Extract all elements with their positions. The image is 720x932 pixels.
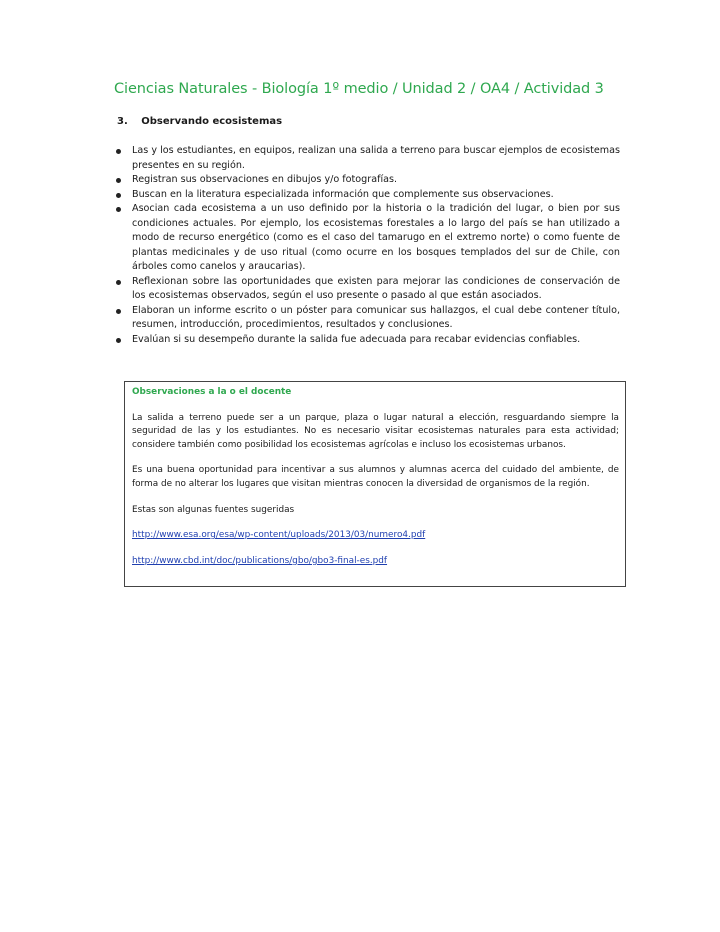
section-title: Observando ecosistemas xyxy=(141,116,283,127)
section-number: 3. xyxy=(117,116,128,127)
source-link-esa[interactable]: http://www.esa.org/esa/wp-content/uploads/2013/03/numero4.pdf xyxy=(132,530,426,541)
list-item: Las y los estudiantes, en equipos, realizan una salida a terreno para buscar ejemplos de ecosistemas presentes en su región. xyxy=(114,144,620,173)
bullet-icon xyxy=(116,207,121,212)
list-item: Registran sus observaciones en dibujos y/o fotografías. xyxy=(114,173,620,188)
list-item: Reflexionan sobre las oportunidades que existen para mejorar las condiciones de conservación de los ecosistemas observados, según el uso presente o pasado al que están asociados. xyxy=(114,275,620,304)
section-heading xyxy=(117,116,282,127)
sources-intro: Estas son algunas fuentes sugeridas xyxy=(132,504,295,515)
bullet-icon xyxy=(116,309,121,314)
bullet-icon xyxy=(116,178,121,183)
bullet-icon xyxy=(116,280,121,285)
bullet-icon xyxy=(116,193,121,198)
page-title: Ciencias Naturales - Biología 1º medio / Unidad 2 / OA4 / Actividad 3 xyxy=(114,81,604,97)
teacher-observations-box xyxy=(124,381,626,587)
list-item: Evalúan si su desempeño durante la salida fue adecuada para recabar evidencias confiables. xyxy=(114,333,620,348)
observations-paragraph: La salida a terreno puede ser a un parque, plaza o lugar natural a elección, resguardando siempre la seguridad de las y los estudiantes. No es necesario visitar ecosistemas naturales para esta actividad; considere también como posibilidad los ecosistemas agrícolas e incluso los ecosistemas urbanos. xyxy=(132,412,619,450)
observations-paragraph: Es una buena oportunidad para incentivar a sus alumnos y alumnas acerca del cuidado del ambiente, de forma de no alterar los lugares que visitan mientras conocen la diversidad de organismos de la región. xyxy=(132,465,619,489)
list-item: Asocian cada ecosistema a un uso definido por la historia o la tradición del lugar, o bien por sus condiciones actuales. Por ejemplo, los ecosistemas forestales a lo largo del país se han utilizado a modo de recurso energético (como es el caso del tamarugo en el extremo norte) o como fuente de plantas medicinales y de uso ritual (como ocurre en los bosques templados del sur de Chile, con árboles como canelos y araucarias). xyxy=(114,202,620,275)
list-item: Elaboran un informe escrito o un póster para comunicar sus hallazgos, el cual debe contener título, resumen, introducción, procedimientos, resultados y conclusiones. xyxy=(114,304,620,333)
observations-title: Observaciones a la o el docente xyxy=(132,387,292,397)
bullet-icon xyxy=(116,338,121,343)
list-item: Buscan en la literatura especializada información que complemente sus observaciones. xyxy=(114,188,620,203)
activity-list xyxy=(114,144,620,347)
source-link-cbd[interactable]: http://www.cbd.int/doc/publications/gbo/gbo3-final-es.pdf xyxy=(132,555,388,566)
bullet-icon xyxy=(116,149,121,154)
